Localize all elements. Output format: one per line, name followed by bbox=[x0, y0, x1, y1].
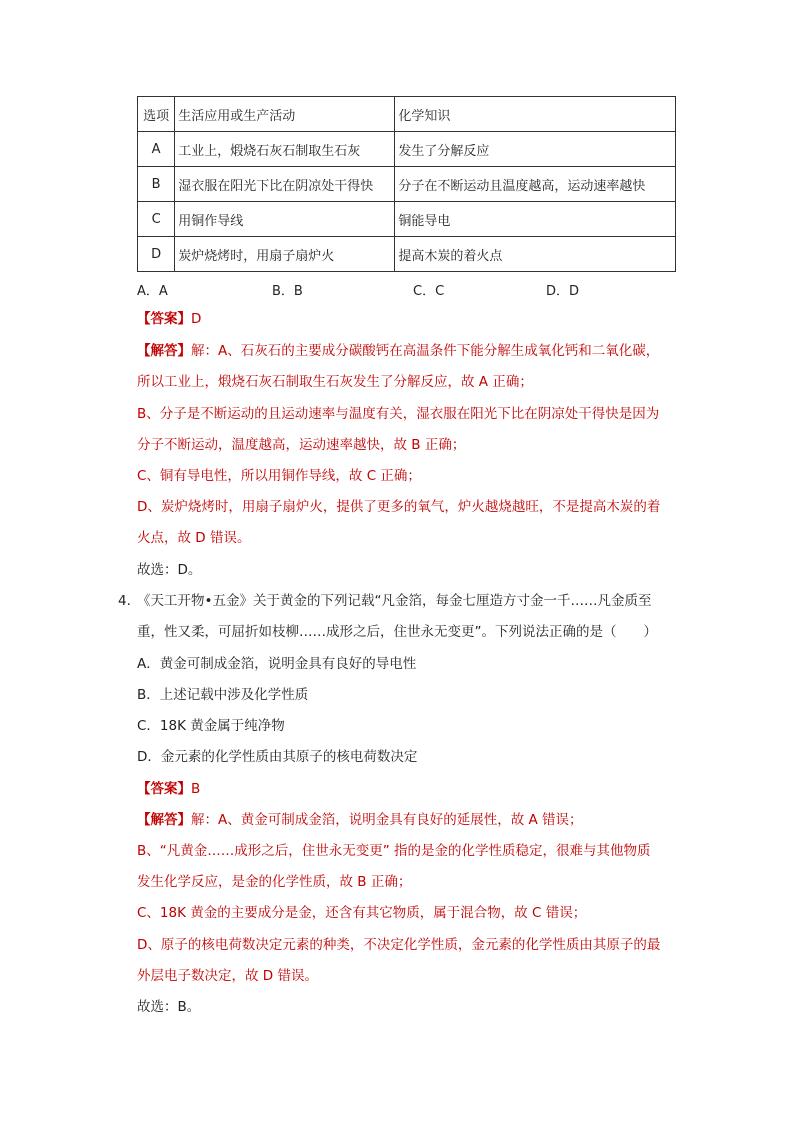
q3-choices bbox=[0, 280, 794, 300]
q4-number: 4. bbox=[118, 593, 131, 609]
table-cell: 炭炉烧烤时，用扇子扇炉火 bbox=[175, 237, 395, 272]
q4-analysis-line: 【解答】解：A、黄金可制成金箔，说明金具有良好的延展性，故 A 错误； bbox=[137, 812, 583, 828]
q3-analysis-line: 分子不断运动，温度越高，运动速率越快，故 B 正确； bbox=[137, 437, 466, 453]
q4-analysis-line: 外层电子数决定，故 D 错误。 bbox=[137, 968, 318, 984]
q3-answer bbox=[137, 309, 201, 329]
table-row bbox=[138, 237, 676, 272]
q4-analysis-line: C、18K 黄金的主要成分是金，还含有其它物质，属于混合物，故 C 错误； bbox=[137, 905, 587, 921]
q4-conclusion: 故选：B。 bbox=[137, 999, 201, 1015]
table-cell: B bbox=[138, 167, 175, 202]
q4-answer bbox=[137, 779, 200, 799]
q4-analysis-line: 发生化学反应，是金的化学性质，故 B 正确； bbox=[137, 874, 412, 890]
table-cell: 生活应用或生产活动 bbox=[175, 97, 395, 132]
table-cell: 发生了分解反应 bbox=[395, 132, 676, 167]
q4-option-c: C．18K 黄金属于纯净物 bbox=[137, 718, 285, 734]
table-cell: 工业上，煅烧石灰石制取生石灰 bbox=[175, 132, 395, 167]
table-cell: A bbox=[138, 132, 175, 167]
table-cell: 提高木炭的着火点 bbox=[395, 237, 676, 272]
choice-d: D．D bbox=[546, 284, 580, 299]
choice-a: A．A bbox=[137, 284, 168, 299]
answer-value: B bbox=[191, 781, 201, 797]
table-row bbox=[138, 167, 676, 202]
q4-analysis-line: B、“凡黄金……成形之后，住世永无变更” 指的是金的化学性质稳定，很难与其他物质 bbox=[137, 843, 651, 859]
q3-analysis-line: 火点，故 D 错误。 bbox=[137, 530, 251, 546]
answer-tag: 【答案】 bbox=[137, 311, 191, 327]
q4-stem-line: 《天工开物•五金》关于黄金的下列记载“凡金箔，每金七厘造方寸金一千……凡金质至 bbox=[137, 593, 652, 609]
q4-analysis-line: D、原子的核电荷数决定元素的种类，不决定化学性质，金元素的化学性质由其原子的最 bbox=[137, 937, 661, 953]
q4-option-d: D．金元素的化学性质由其原子的核电荷数决定 bbox=[137, 749, 418, 765]
table-cell: 铜能导电 bbox=[395, 202, 676, 237]
table-cell: 湿衣服在阳光下比在阴凉处干得快 bbox=[175, 167, 395, 202]
q3-analysis-line: B、分子是不断运动的且运动速率与温度有关，湿衣服在阳光下比在阴凉处干得快是因为 bbox=[137, 406, 660, 422]
choice-c: C．C bbox=[413, 284, 445, 299]
q4-stem-line: 重，性又柔，可屈折如枝柳……成形之后，住世永无变更”。下列说法正确的是（ ） bbox=[137, 624, 657, 640]
table-row bbox=[138, 132, 676, 167]
q3-conclusion: 故选：D。 bbox=[137, 562, 202, 578]
analysis-tag: 【解答】 bbox=[137, 343, 191, 359]
table-cell: 选项 bbox=[138, 97, 175, 132]
table-header-row bbox=[138, 97, 676, 132]
q3-analysis-line: D、炭炉烧烤时，用扇子扇炉火，提供了更多的氧气，炉火越烧越旺，不是提高木炭的着 bbox=[137, 499, 661, 515]
analysis-tag: 【解答】 bbox=[137, 812, 191, 828]
table-cell: 分子在不断运动且温度越高，运动速率越快 bbox=[395, 167, 676, 202]
table-cell: D bbox=[138, 237, 175, 272]
q3-analysis-line: 【解答】解：A、石灰石的主要成分碳酸钙在高温条件下能分解生成氧化钙和二氧化碳， bbox=[137, 343, 660, 359]
q3-analysis-line: C、铜有导电性，所以用铜作导线，故 C 正确； bbox=[137, 468, 421, 484]
q4-option-a: A．黄金可制成金箔，说明金具有良好的导电性 bbox=[137, 656, 417, 672]
table-cell: 化学知识 bbox=[395, 97, 676, 132]
table-row bbox=[138, 202, 676, 237]
answer-value: D bbox=[191, 311, 202, 327]
q3-analysis-line: 所以工业上，煅烧石灰石制取生石灰发生了分解反应，故 A 正确； bbox=[137, 374, 533, 390]
options-table bbox=[137, 96, 676, 272]
q4-option-b: B．上述记载中涉及化学性质 bbox=[137, 687, 309, 703]
table-cell: C bbox=[138, 202, 175, 237]
choice-b: B．B bbox=[272, 284, 303, 299]
table-cell: 用铜作导线 bbox=[175, 202, 395, 237]
answer-tag: 【答案】 bbox=[137, 781, 191, 797]
